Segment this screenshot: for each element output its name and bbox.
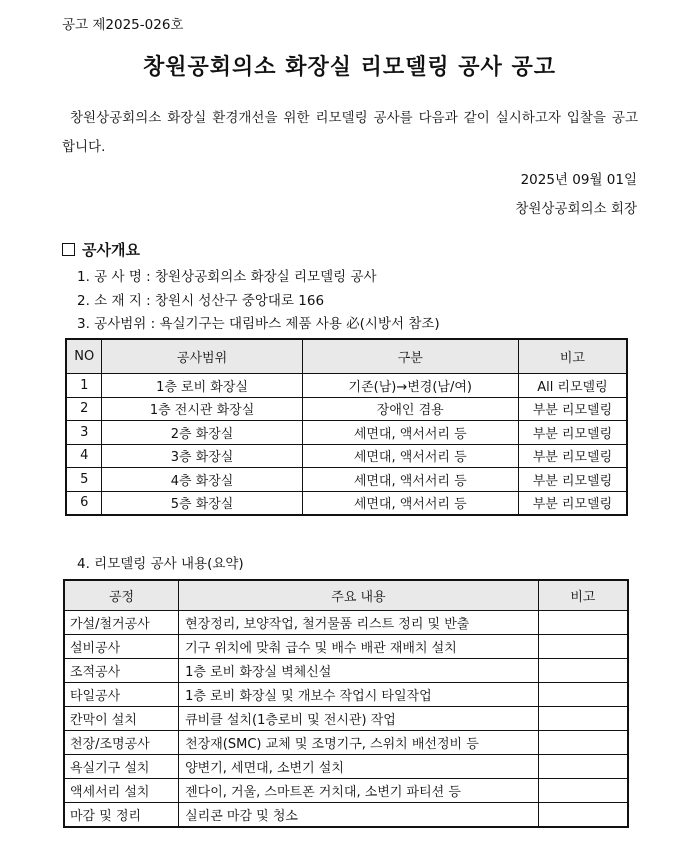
header-remarks: 비고 bbox=[518, 339, 627, 374]
table-row bbox=[64, 779, 628, 803]
table-row bbox=[64, 683, 628, 707]
cell-no: 1 bbox=[66, 374, 102, 398]
cell-no: 4 bbox=[66, 444, 102, 468]
cell-no: 3 bbox=[66, 421, 102, 445]
cell-content: 현장정리, 보양작업, 철거물품 리스트 정리 및 반출 bbox=[179, 611, 539, 635]
cell-remarks: 부분 리모델링 bbox=[518, 444, 627, 468]
cell-remarks bbox=[538, 731, 628, 755]
cell-no: 2 bbox=[66, 397, 102, 421]
cell-content: 양변기, 세면대, 소변기 설치 bbox=[179, 755, 539, 779]
scope-table bbox=[65, 338, 628, 516]
cell-no: 6 bbox=[66, 491, 102, 515]
cell-process: 욕실기구 설치 bbox=[64, 755, 179, 779]
cell-content: 기구 위치에 맞춰 급수 및 배수 배관 재배치 설치 bbox=[179, 635, 539, 659]
table-row bbox=[64, 803, 628, 828]
header-category: 구분 bbox=[302, 339, 518, 374]
overview-item-name: 1. 공 사 명 : 창원상공회의소 화장실 리모델링 공사 bbox=[77, 269, 377, 285]
cell-content: 큐비클 설치(1층로비 및 전시관) 작업 bbox=[179, 707, 539, 731]
cell-scope: 3층 화장실 bbox=[102, 444, 302, 468]
overview-heading bbox=[62, 239, 140, 260]
table-row bbox=[66, 444, 627, 468]
cell-category: 세면대, 액서서리 등 bbox=[302, 468, 518, 492]
overview-title: 공사개요 bbox=[82, 241, 140, 259]
table-row bbox=[66, 374, 627, 398]
signature: 창원상공회의소 회장 bbox=[515, 201, 637, 217]
header-remarks: 비고 bbox=[538, 580, 628, 611]
cell-remarks bbox=[538, 803, 628, 828]
cell-process: 조적공사 bbox=[64, 659, 179, 683]
square-bullet-icon bbox=[62, 243, 75, 256]
header-no: NO bbox=[66, 339, 102, 374]
cell-remarks bbox=[538, 707, 628, 731]
cell-remarks: All 리모델링 bbox=[518, 374, 627, 398]
cell-remarks bbox=[538, 659, 628, 683]
cell-remarks bbox=[538, 635, 628, 659]
cell-remarks bbox=[538, 611, 628, 635]
table-row bbox=[64, 659, 628, 683]
table-row bbox=[66, 421, 627, 445]
intro-paragraph: 창원상공회의소 화장실 환경개선을 위한 리모델링 공사를 다음과 같이 실시하고자 입찰을 공고 합니다. bbox=[62, 110, 638, 155]
document-title: 창원공회의소 화장실 리모델링 공사 공고 bbox=[143, 55, 556, 80]
cell-content: 천장재(SMC) 교체 및 조명기구, 스위치 배선정비 등 bbox=[179, 731, 539, 755]
cell-process: 칸막이 설치 bbox=[64, 707, 179, 731]
notice-number: 공고 제2025-026호 bbox=[62, 17, 184, 33]
overview-item-scope: 3. 공사범위 : 욕실기구는 대림바스 제품 사용 必(시방서 참조) bbox=[77, 316, 440, 332]
table-row bbox=[64, 731, 628, 755]
cell-remarks: 부분 리모델링 bbox=[518, 397, 627, 421]
cell-content: 1층 로비 화장실 벽체신설 bbox=[179, 659, 539, 683]
cell-process: 가설/철거공사 bbox=[64, 611, 179, 635]
cell-process: 타일공사 bbox=[64, 683, 179, 707]
content-table bbox=[63, 579, 629, 828]
cell-scope: 5층 화장실 bbox=[102, 491, 302, 515]
cell-remarks bbox=[538, 755, 628, 779]
table-row bbox=[64, 707, 628, 731]
cell-category: 세면대, 액서서리 등 bbox=[302, 421, 518, 445]
cell-category: 기존(남)→변경(남/여) bbox=[302, 374, 518, 398]
cell-category: 세면대, 액서서리 등 bbox=[302, 491, 518, 515]
scope-table-header bbox=[66, 339, 627, 374]
notice-date: 2025년 09월 01일 bbox=[520, 172, 637, 188]
cell-process: 설비공사 bbox=[64, 635, 179, 659]
cell-remarks: 부분 리모델링 bbox=[518, 468, 627, 492]
cell-remarks bbox=[538, 779, 628, 803]
cell-process: 천장/조명공사 bbox=[64, 731, 179, 755]
cell-no: 5 bbox=[66, 468, 102, 492]
cell-process: 마감 및 정리 bbox=[64, 803, 179, 828]
header-scope: 공사범위 bbox=[102, 339, 302, 374]
table-row bbox=[66, 397, 627, 421]
cell-scope: 1층 전시관 화장실 bbox=[102, 397, 302, 421]
cell-content: 1층 로비 화장실 및 개보수 작업시 타일작업 bbox=[179, 683, 539, 707]
table-row bbox=[66, 468, 627, 492]
table-row bbox=[64, 611, 628, 635]
header-main-content: 주요 내용 bbox=[179, 580, 539, 611]
header-process: 공정 bbox=[64, 580, 179, 611]
cell-category: 세면대, 액서서리 등 bbox=[302, 444, 518, 468]
cell-remarks: 부분 리모델링 bbox=[518, 491, 627, 515]
content-heading: 4. 리모델링 공사 내용(요약) bbox=[77, 556, 244, 572]
table-row bbox=[64, 755, 628, 779]
cell-category: 장애인 겸용 bbox=[302, 397, 518, 421]
cell-remarks bbox=[538, 683, 628, 707]
cell-remarks: 부분 리모델링 bbox=[518, 421, 627, 445]
cell-scope: 1층 로비 화장실 bbox=[102, 374, 302, 398]
cell-scope: 4층 화장실 bbox=[102, 468, 302, 492]
table-row bbox=[66, 491, 627, 515]
content-table-header bbox=[64, 580, 628, 611]
cell-scope: 2층 화장실 bbox=[102, 421, 302, 445]
cell-content: 실리콘 마감 및 청소 bbox=[179, 803, 539, 828]
table-row bbox=[64, 635, 628, 659]
overview-item-location: 2. 소 재 지 : 창원시 성산구 중앙대로 166 bbox=[77, 293, 325, 309]
cell-content: 젠다이, 거울, 스마트폰 거치대, 소변기 파티션 등 bbox=[179, 779, 539, 803]
cell-process: 액세서리 설치 bbox=[64, 779, 179, 803]
